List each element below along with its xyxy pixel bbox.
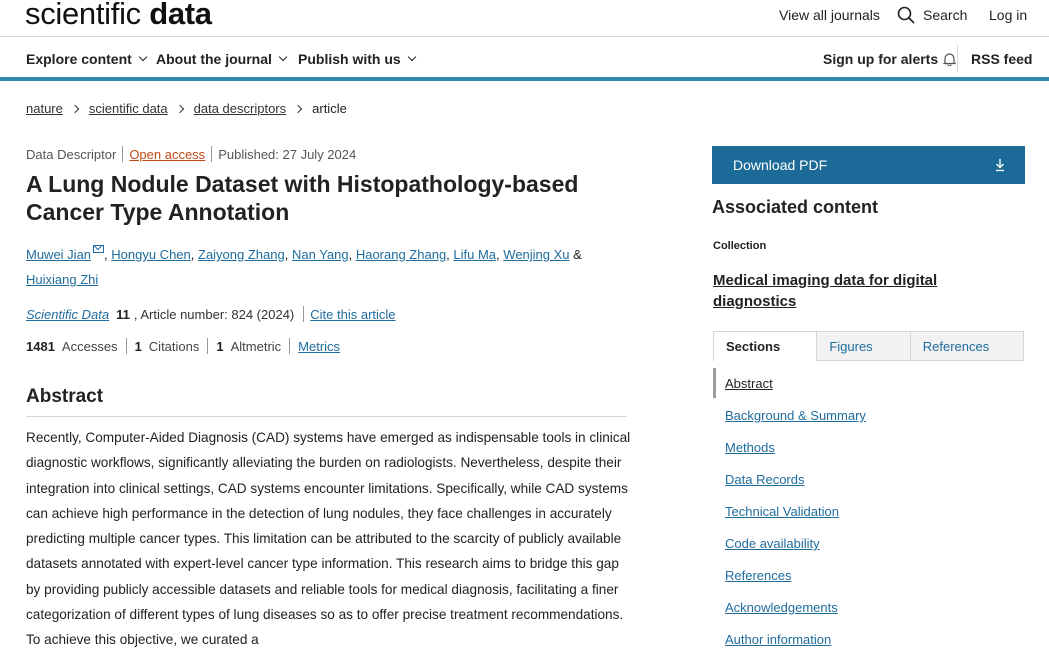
chevron-down-icon [279,53,287,61]
author-link[interactable]: Huixiang Zhi [26,272,99,287]
section-link-acknowledgements[interactable]: Acknowledgements [725,600,838,615]
about-journal-label: About the journal [156,51,272,67]
search-button[interactable] [897,4,967,26]
author-link[interactable]: Hongyu Chen [111,247,191,262]
publish-with-us-label: Publish with us [298,51,401,67]
rss-feed-link[interactable]: RSS feed [971,51,1033,67]
breadcrumb-data-descriptors[interactable]: data descriptors [193,101,287,116]
accesses-count: 1481 [26,338,55,354]
section-link-abstract[interactable]: Abstract [725,376,773,391]
author-link[interactable]: Lifu Ma [453,247,497,262]
journal-link[interactable]: Scientific Data [26,306,110,322]
abstract-text: Recently, Computer-Aided Diagnosis (CAD) systems have emerged as indispensable tools in clinical diagnostic workflows, significantly alleviating the burden on radiologists. Nevertheless, despite their integration into clinical settings, CAD systems encounter limitations. Specifically, while CAD systems can achieve high performance in the detection of lung nodules, they face challenges in accurately predicting multiple cancer types. This limitation can be attributed to the scarcity of publicly available datasets annotated with expert-level cancer type information. This research aims to bridge this gap by providing publicly accessible datasets and reliable tools for medical diagnosis, facilitating a finer categorization of different types of lung diseases so as to offer precise treatment recommendations. To achieve this objective, we curated a [26,430,631,648]
metrics-divider [289,338,290,354]
section-link-data-records[interactable]: Data Records [725,472,805,487]
article-metrics [26,338,340,354]
accesses-label: Accesses [61,338,118,354]
download-icon [995,158,1005,172]
chevron-down-icon [139,53,147,61]
sign-up-alerts-button[interactable] [823,51,956,67]
article-meta [26,146,356,162]
chevron-right-icon [294,104,302,112]
citations-count: 1 [134,338,142,354]
publish-with-us-menu[interactable] [298,51,415,67]
tab-figures[interactable]: Figures [816,332,909,361]
download-pdf-button[interactable] [712,146,1025,184]
cite-article-link[interactable]: Cite this article [310,306,396,322]
collection-link[interactable]: Medical imaging data for digital diagnostics [713,272,938,310]
section-link-code-availability[interactable]: Code availability [725,536,820,551]
search-icon [897,6,915,24]
section-link-methods[interactable]: Methods [725,440,775,455]
citation-divider [303,306,304,322]
metrics-divider [126,338,127,354]
published-date: Published: 27 July 2024 [218,146,357,162]
login-link[interactable]: Log in [989,7,1028,23]
active-section-indicator [713,368,716,398]
nav-divider [957,45,958,73]
explore-content-label: Explore content [26,51,132,67]
volume-number: 11 [116,306,130,322]
collection-label: Collection [713,240,767,252]
section-link-technical-validation[interactable]: Technical Validation [725,504,839,519]
bell-icon [943,52,956,66]
metrics-divider [207,338,208,354]
author-link[interactable]: Haorang Zhang [355,247,447,262]
sidebar-tabs [713,331,1024,361]
abstract-heading: Abstract [26,386,104,407]
citations-label: Citations [148,338,200,354]
breadcrumb [26,101,347,116]
breadcrumb-scientific-data[interactable]: scientific data [88,101,168,116]
tab-references[interactable]: References [910,332,1023,361]
logo-light-text: scientific [25,0,141,31]
explore-content-menu[interactable] [26,51,146,67]
open-access-link[interactable]: Open access [129,146,206,162]
altmetric-label: Altmetric [230,338,282,354]
main-nav [0,37,1049,81]
author-list: Muwei Jian , Hongyu Chen, Zaiyong Zhang, Nan Yang, Haorang Zhang, Lifu Ma, Wenjing Xu & Huixiang Zhi [26,247,582,287]
section-link-background[interactable]: Background & Summary [725,408,866,423]
site-logo[interactable] [25,0,212,32]
download-pdf-label: Download PDF [733,157,828,173]
about-journal-menu[interactable] [156,51,286,67]
author-link[interactable]: Zaiyong Zhang [198,247,285,262]
article-title: A Lung Nodule Dataset with Histopathology-based Cancer Type Annotation [26,171,579,225]
top-bar [0,0,1049,37]
chevron-down-icon [407,53,415,61]
altmetric-count: 1 [216,338,224,354]
chevron-right-icon [71,104,79,112]
article-type: Data Descriptor [26,146,117,162]
citation-line [26,306,396,322]
chevron-right-icon [175,104,183,112]
sign-up-alerts-label: Sign up for alerts [823,51,939,67]
metrics-link[interactable]: Metrics [298,338,341,354]
section-link-references[interactable]: References [725,568,792,583]
author-link[interactable]: Wenjing Xu [503,247,570,262]
search-label: Search [923,7,968,23]
section-link-author-information[interactable]: Author information [725,632,832,647]
author-conjunction: & [573,247,582,262]
mail-icon[interactable] [93,245,104,253]
author-link[interactable]: Nan Yang [291,247,349,262]
tab-sections[interactable]: Sections [714,332,816,361]
abstract-divider [26,416,627,417]
breadcrumb-current: article [312,101,347,116]
logo-bold-text: data [149,0,212,31]
meta-divider [122,146,123,162]
breadcrumb-nature[interactable]: nature [26,101,63,116]
meta-divider [211,146,212,162]
view-all-journals-link[interactable]: View all journals [779,7,880,23]
author-link[interactable]: Muwei Jian [26,247,92,262]
associated-content-heading: Associated content [712,197,879,217]
article-number: , Article number: 824 (2024) [133,306,295,322]
